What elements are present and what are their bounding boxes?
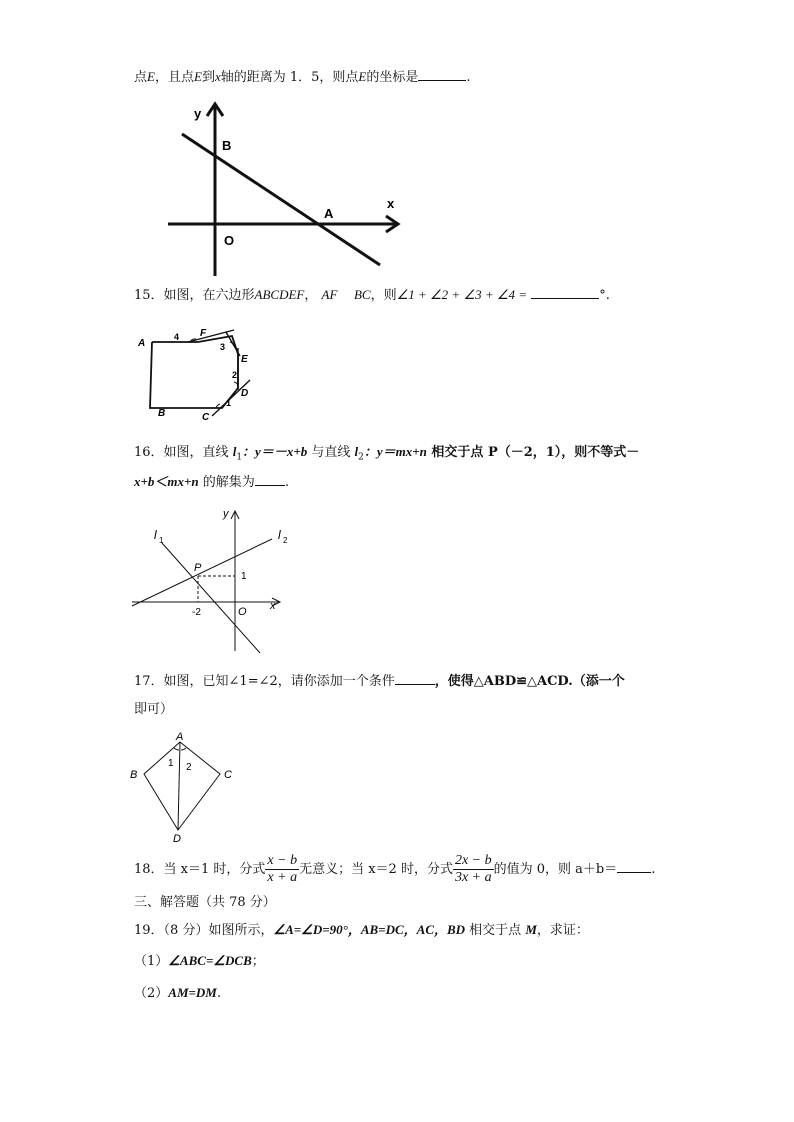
label-p: P bbox=[194, 562, 202, 574]
diagonal-ad bbox=[178, 742, 180, 830]
q18-answer-blank[interactable] bbox=[617, 860, 651, 873]
q16-lines-figure bbox=[132, 505, 302, 655]
label-1: 1 bbox=[226, 398, 232, 408]
q19-part-1: （1）∠ABC=∠DCB； bbox=[134, 953, 265, 969]
q19-text: 19．（8 分）如图所示，∠A=∠D=90°，AB=DC，AC，BD 相交于点 M，求证： bbox=[134, 922, 589, 938]
label-l1-sub: 1 bbox=[159, 536, 164, 545]
angle-1-arc-icon bbox=[174, 748, 179, 750]
label-a: A bbox=[138, 338, 146, 349]
q18-text: 18．当 x＝1 时，分式 $\frac{x - b}{x + a}$ 无意义；当 x＝2 时，分式 $\frac{2x - b}{3x + a}$ 的值为 0，则 a＋b＝ . bbox=[134, 853, 656, 885]
label-e: E bbox=[241, 354, 248, 365]
q18-fraction-2: $\frac{2x - b}{3x + a}$ bbox=[454, 853, 492, 885]
line-l2 bbox=[132, 539, 272, 606]
kite-outline bbox=[144, 742, 220, 830]
label-l2: l bbox=[278, 528, 281, 542]
label-3: 3 bbox=[220, 342, 226, 352]
q15-hexagon-figure bbox=[138, 326, 258, 426]
q16-text-line-1: 16．如图，直线 $l_1$：y＝－x+b 与直线 $l_2$：y＝mx+n 相交于点 P（－2，1），则不等式－ bbox=[134, 444, 640, 463]
q17-text-line-2: 即可） bbox=[134, 702, 174, 717]
label-f: F bbox=[200, 328, 207, 339]
label-d: D bbox=[173, 833, 181, 845]
label-b: B bbox=[158, 408, 166, 419]
q18-fraction-1: $\frac{x - b}{x + a}$ bbox=[267, 853, 298, 885]
q19-part-2: （2）AM=DM. bbox=[134, 985, 222, 1001]
label-o: O bbox=[238, 606, 247, 618]
label-y: y bbox=[223, 508, 229, 520]
label-d: D bbox=[241, 388, 249, 399]
q16-text-line-2: x+b＜mx+n 的解集为 . bbox=[134, 474, 289, 490]
label-l2-sub: 2 bbox=[283, 536, 288, 545]
label-o: O bbox=[224, 233, 235, 248]
q15-answer-blank[interactable] bbox=[531, 286, 599, 299]
label-1: 1 bbox=[168, 758, 174, 769]
label-neg2: -2 bbox=[192, 607, 201, 618]
label-c: C bbox=[224, 769, 232, 781]
label-x: x bbox=[387, 196, 395, 211]
label-4: 4 bbox=[174, 332, 180, 342]
label-a: A bbox=[324, 206, 334, 221]
q14-coordinate-figure bbox=[160, 100, 410, 280]
line-ab bbox=[182, 134, 380, 265]
label-x: x bbox=[270, 600, 276, 612]
label-one: 1 bbox=[241, 571, 247, 582]
q17-answer-blank[interactable] bbox=[395, 672, 435, 685]
label-b: B bbox=[222, 138, 232, 153]
q15-text: 15．如图，在六边形ABCDEF， AF BC，则∠1 + ∠2 + ∠3 + ∠4 = °. bbox=[134, 287, 610, 303]
label-2: 2 bbox=[186, 762, 192, 773]
q17-kite-figure bbox=[130, 730, 240, 845]
label-l1: l bbox=[154, 528, 157, 542]
line-l1 bbox=[162, 543, 260, 653]
q17-text-line-1: 17．如图，已知∠1=∠2，请你添加一个条件 ，使得△ABD≌△ACD.（添一个 bbox=[134, 674, 625, 689]
label-b: B bbox=[130, 769, 138, 781]
q16-answer-blank[interactable] bbox=[255, 473, 285, 486]
label-2: 2 bbox=[232, 370, 238, 380]
section-3-heading: 三、解答题（共 78 分） bbox=[134, 895, 276, 910]
q14-answer-blank[interactable] bbox=[418, 68, 466, 81]
label-c: C bbox=[202, 412, 210, 423]
q14-text: 点E，且点E到x轴的距离为 1．5，则点E的坐标是 . bbox=[134, 69, 471, 85]
angle-2-arc-icon bbox=[181, 748, 186, 750]
label-a: A bbox=[176, 731, 184, 743]
label-y: y bbox=[194, 106, 202, 121]
